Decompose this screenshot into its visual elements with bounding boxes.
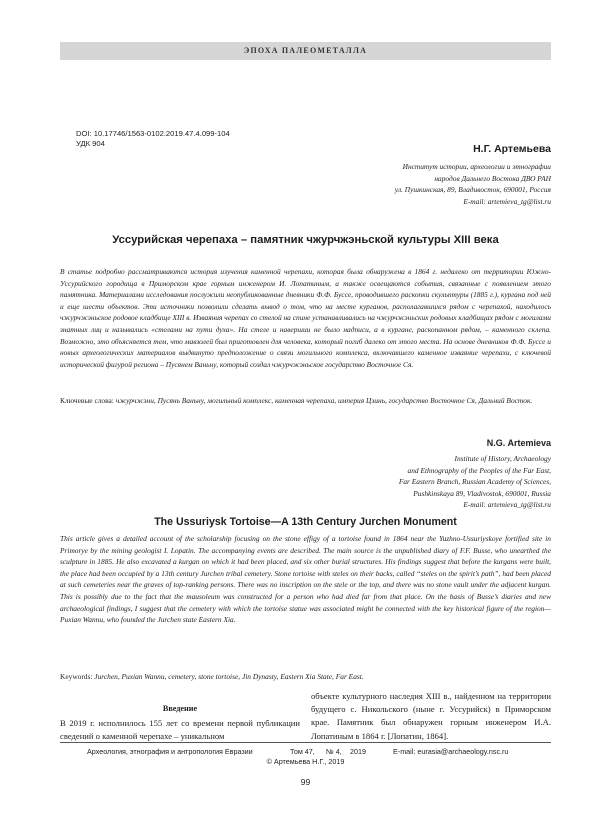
keywords-text-en: Jurchen, Puxian Wannu, cemetery, stone tortoise, Jin Dynasty, Eastern Xia State, Far East. [94,672,364,681]
journal-volume: Том 47, [290,747,315,756]
affiliation-line: народов Дальнего Востока ДВО РАН [434,173,551,183]
section-header-label: ЭПОХА ПАЛЕОМЕТАЛЛА [243,46,368,55]
affiliation-ru [291,161,551,207]
author-name-en: N.G. Artemieva [486,438,551,448]
body-column-right: объекте культурного наследия XIII в., найденном на территории будущего с. Никольского (ныне г. Уссурийск) в Приморском крае. Памятник был обнаружен горным инженером И.А. Лопатиным в 1864 г. [Лопатин, 1864]. [311,691,551,741]
affiliation-line: Institute of History, Archaeology [454,454,551,463]
udk-text: УДК 904 [76,139,105,148]
article-title-ru: Уссурийская черепаха – памятник чжурчжэньской культуры XIII века [112,234,499,246]
journal-year: 2019 [350,747,366,756]
doi-block [76,129,230,149]
keywords-label-en: Keywords: [60,672,93,681]
article-title-en: The Ussuriysk Tortoise—A 13th Century Jurchen Monument [154,516,457,528]
affiliation-en [291,453,551,511]
abstract-en: This article gives a detailed account of the scholarship focusing on the stone effigy of a tortoise found in 1864 near the Yuzhno-Ussuriyskoye fortified site in Primorye by the mining geologist I. Lopatin. The accompanying events are described. The main source is the unpublished diary of F.F. Busse, who unearthed the sculpture in 1885. He also excavated a kurgan on which it had been placed, and six other burial structures. His findings suggest that before the kurgans were built, the place had been occupied by a 13th century Jurchen tribal cemetery. Stone tortoise with steles on their backs, called “steles on the spirit’s path”, had been placed at such cemeteries near the graves of top-ranking persons. There was no inscription on the stele or the top, and there was no stone vault under the adjacent kurgan. This is possibly due to the fact that the mausoleum was constructed for a person who had died far from that place. On the basis of Busse’s diaries and new archaeological findings, I suggest that the cemetery with which the tortoise statue was associated might be connected with the key historical figure of the region—Puxian Wannu, who founded the Jurchen state Eastern Xia. [60,534,551,625]
section-heading-introduction: Введение [162,704,198,713]
page-number: 99 [300,777,311,787]
abstract-ru: В статье подробно рассматриваются история изучения каменной черепахи, которая была обнаружена в 1864 г. недалеко от территории Южно-Уссурийского городища в Приморском крае горным инженером И. Лопатиным, а также освещаются события, связанные с появлением этого памятника. Материалами исследования послужили неопубликованные дневники Ф.Ф. Буссе, проводившего раскопки скульптуры (1885 г.), кургана под ней и еще шести объектов. Эти источники позволили сделать вывод о том, что на месте курганов, располагавшихся рядом с черепахой, находилось чжурчжэньское родовое кладбище XIII в. Изваяния черепах со стелой на спине устанавливались на чжурчжэньских родовых кладбищах рядом с могилами знатных лиц и назывались «стелами на пути духа». На стеле и навершии не было надписи, а в кургане, раскопанном рядом, – каменного склепа. Возможно, это объясняется тем, что мавзолей был приготовлен для человека, который погиб далеко от этого места. На основе дневников Ф.Ф. Буссе и новых археологических материалов выдвинуто предположение о связи могильного комплекса, включавшего каменное изваяние черепахи, с ключевой исторической фигурой региона – Пусянем Ваньну, который создал чжурчжэньское государство Восточное Ся. [60,267,551,369]
copyright: © Артемьева Н.Г., 2019 [266,757,345,766]
footer-divider [60,742,551,743]
affiliation-line: ул. Пушкинская, 89, Владивосток, 690001, Россия [394,185,551,195]
journal-issue: № 4, [326,747,342,756]
affiliation-line: Институт истории, археологии и этнографии [402,162,551,171]
author-email-ru: E-mail: artemieva_tg@list.ru [463,196,551,206]
body-column-left: В 2019 г. исполнилось 155 лет со времени первой публикации сведений о каменной черепахе – уникальном [60,718,300,742]
affiliation-line: Far Eastern Branch, Russian Academy of Sciences, [398,477,551,487]
doi-text: DOI: 10.17746/1563-0102.2019.47.4.099-104 [76,129,230,138]
section-header-band [60,42,551,60]
keywords-ru [60,395,551,407]
keywords-en [60,671,551,683]
keywords-label-ru: Ключевые слова: [60,396,114,405]
journal-name: Археология, этнография и антропология Евразии [87,747,253,756]
author-email-en: E-mail: artemieva_tg@list.ru [463,500,551,510]
affiliation-line: Pushkinskaya 89, Vladivostok, 690001, Russia [413,488,551,498]
journal-email: E-mail: eurasia@archaeology.nsc.ru [393,747,509,756]
keywords-text-ru: чжурчжэни, Пусянь Ваньну, могильный комплекс, каменная черепаха, империя Цзинь, государство Восточное Ся, Дальний Восток. [115,396,533,405]
affiliation-line: and Ethnography of the Peoples of the Far East, [407,465,551,475]
author-name-ru: Н.Г. Артемьева [473,143,551,155]
